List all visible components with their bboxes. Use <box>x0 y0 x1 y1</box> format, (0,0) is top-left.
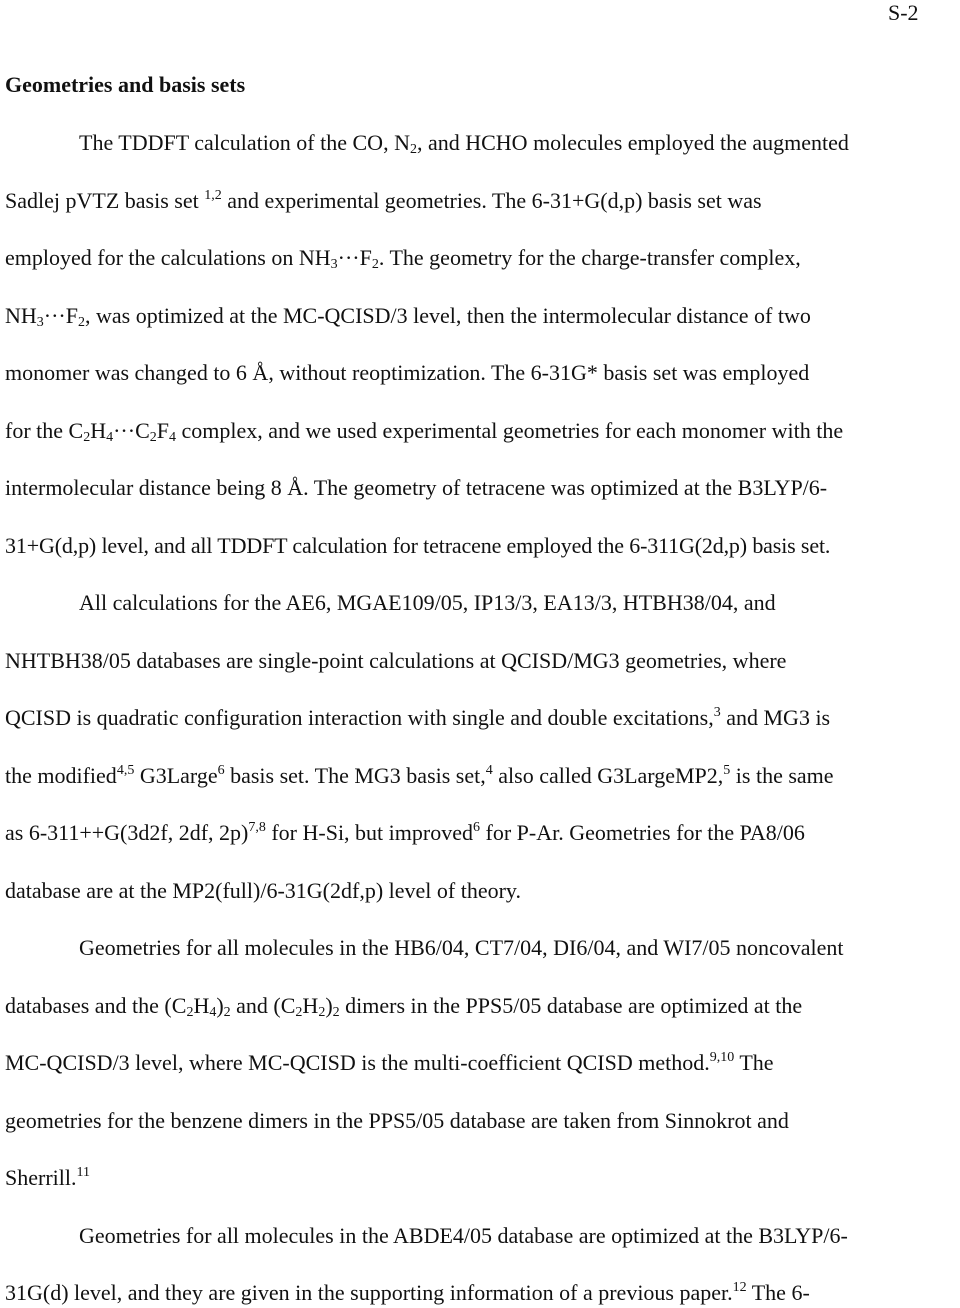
paragraph-line: monomer was changed to 6 Å, without reoptimization. The 6-31G* basis set was employed <box>5 360 810 385</box>
paragraph-line: employed for the calculations on $NH_3\cdot\cdot\cdot F_2$. The geometry for the charge-transfer complex, <box>5 245 801 272</box>
paragraph-line: 31+G(d,p) level, and all TDDFT calculation for tetracene employed the 6-311G(2d,p) basis set. <box>5 533 831 558</box>
paragraph-line: Geometries for all molecules in the HB6/04, CT7/04, DI6/04, and WI7/05 noncovalent <box>79 935 844 960</box>
paragraph-line: geometries for the benzene dimers in the PPS5/05 database are taken from Sinnokrot and <box>5 1108 789 1133</box>
citation: 4,5 <box>116 763 135 778</box>
paragraph-line: $NH_3\cdot\cdot\cdot F_2$, was optimized at the MC-QCISD/3 level, then the intermolecular distance of two <box>5 303 811 330</box>
paragraph-line: The TDDFT calculation of the CO, $N_2$, and HCHO molecules employed the augmented <box>79 130 849 157</box>
paragraph-line: MC-QCISD/3 level, where MC-QCISD is the multi-coefficient QCISD method.$^{9,10}$ The <box>5 1050 774 1075</box>
citation: 9,10 <box>709 1050 735 1065</box>
section-heading: Geometries and basis sets <box>5 72 246 97</box>
citation: 1,2 <box>204 188 222 203</box>
paragraph-line: database are at the MP2(full)/6-31G(2df,p) level of theory. <box>5 878 522 903</box>
paragraph-line: intermolecular distance being 8 Å. The geometry of tetracene was optimized at the B3LYP/6- <box>5 475 828 500</box>
paragraph-line: as 6-311++G(3d2f, 2df, 2p)$^{7,8}$ for H-Si, but improved$^6$ for P-Ar. Geometries for the PA8/06 <box>5 820 805 845</box>
citation: 6 <box>217 763 225 778</box>
citation: 11 <box>76 1165 90 1180</box>
paragraph-line: for the $C_2H_4\cdot\cdot\cdot C_2F_4$ complex, and we used experimental geometries for each monomer with the <box>5 418 844 445</box>
paragraph-line: All calculations for the AE6, MGAE109/05, IP13/3, EA13/3, HTBH38/04, and <box>79 590 776 615</box>
paragraph-line: Sherrill.$^{11}$ <box>5 1165 90 1190</box>
paragraph-line: NHTBH38/05 databases are single-point calculations at QCISD/MG3 geometries, where <box>5 648 787 673</box>
paragraph-line: databases and the $(C_2H_4)_2$ and $(C_2H_2)_2$ dimers in the PPS5/05 database are optimized at the <box>5 993 803 1020</box>
citation: 12 <box>732 1280 747 1295</box>
paragraph-line: the modified$^{4,5}$ G3Large$^6$ basis set. The MG3 basis set,$^4$ also called G3LargeMP2,$^5$ is the same <box>5 763 834 788</box>
citation: 4 <box>485 763 493 778</box>
paragraph-line: Geometries for all molecules in the ABDE4/05 database are optimized at the B3LYP/6- <box>79 1223 848 1248</box>
citation: 7,8 <box>248 820 266 835</box>
citation: 6 <box>473 820 480 835</box>
paragraph-line: QCISD is quadratic configuration interaction with single and double excitations,$^3$ and MG3 is <box>5 705 831 730</box>
paragraph-line: 31G(d) level, and they are given in the supporting information of a previous paper.$^{12}$ The 6- <box>5 1280 810 1305</box>
page-number: S-2 <box>888 0 919 25</box>
citation: 5 <box>723 763 731 778</box>
paragraph-line: Sadlej pVTZ basis set $^{1,2}$ and experimental geometries. The 6-31+G(d,p) basis set was <box>5 188 762 213</box>
citation: 3 <box>713 705 721 720</box>
